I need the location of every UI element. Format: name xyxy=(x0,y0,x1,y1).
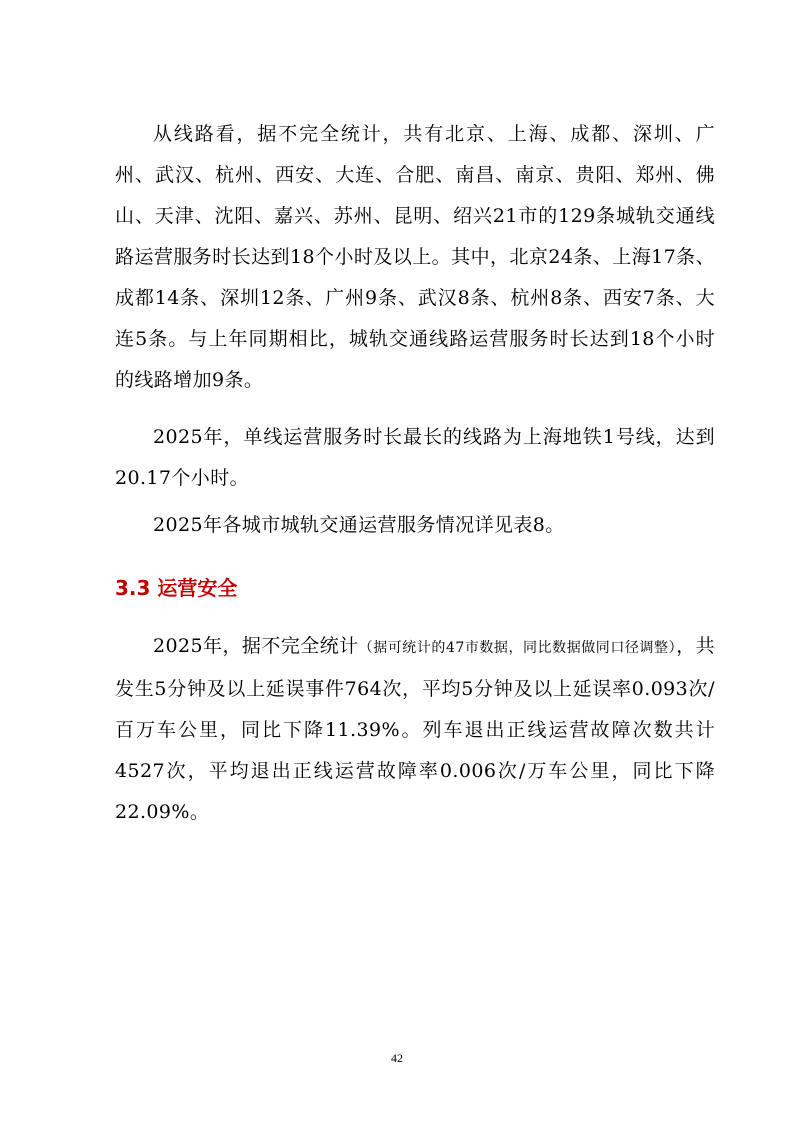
section-heading-operation-safety: 3.3 运营安全 xyxy=(115,576,238,600)
paragraph-longest-line: 2025年，单线运营服务时长最长的线路为上海地铁1号线，达到20.17个小时。 xyxy=(115,426,715,489)
paragraph-line-operation-hours: 从线路看，据不完全统计，共有北京、上海、成都、深圳、广州、武汉、杭州、西安、大连、合肥、南昌、南京、贵阳、郑州、佛山、天津、沈阳、嘉兴、苏州、昆明、绍兴21市的129条城轨交通线路运营服务时长达到18个小时及以上。其中，北京24条、上海17条、成都14条、深圳12条、广州9条、武汉8条、杭州8条、西安7条、大连5条。与上年同期相比，城轨交通线路运营服务时长达到18个小时的线路增加9条。 xyxy=(115,123,715,391)
page-number: 42 xyxy=(391,1051,403,1065)
paragraph-table-reference: 2025年各城市城轨交通运营服务情况详见表8。 xyxy=(153,514,565,536)
paragraph-safety-lead: 2025年，据不完全统计 xyxy=(153,635,359,657)
paragraph-operation-safety xyxy=(115,626,715,833)
paragraph-safety-note: （据可统计的47市数据，同比数据做同口径调整） xyxy=(358,640,677,656)
paragraph-safety-body: ，共发生5分钟及以上延误事件764次，平均5分钟及以上延误率0.093次/百万车公里，同比下降11.39%。列车退出正线运营故障次数共计4527次，平均退出正线运营故障率0.006次/万车公里，同比下降22.09%。 xyxy=(115,635,715,823)
